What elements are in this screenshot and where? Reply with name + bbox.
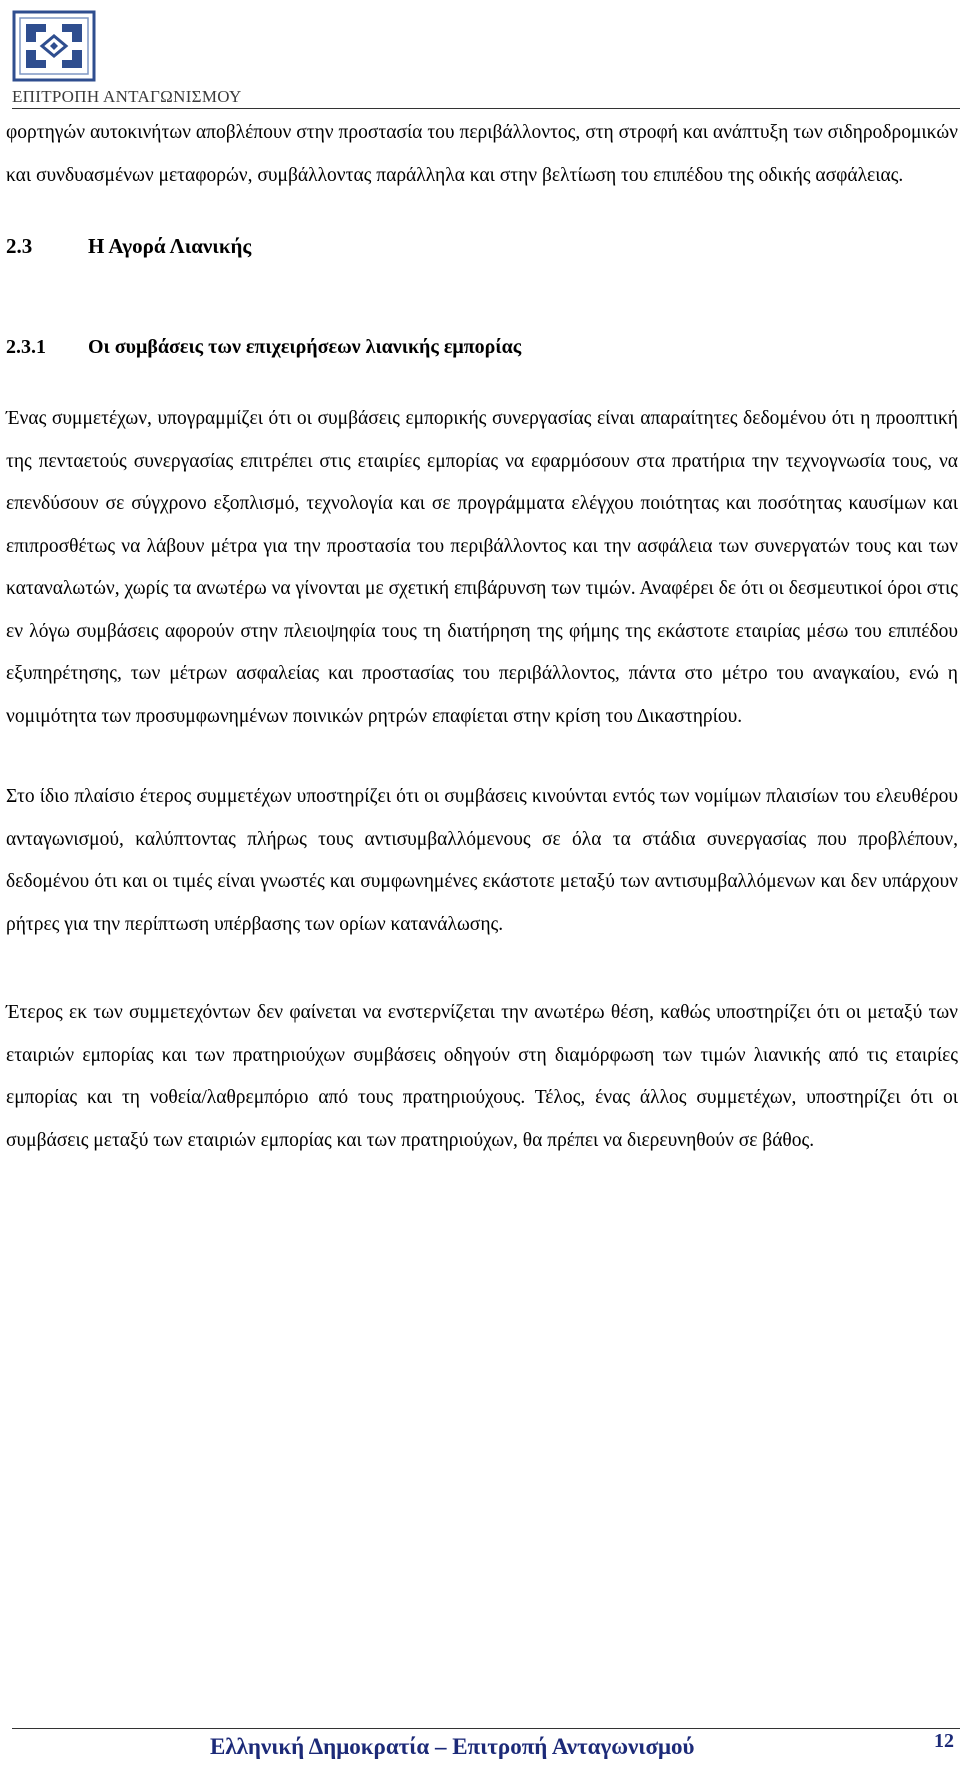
organization-name: ΕΠΙΤΡΟΠΗ ΑΝΤΑΓΩΝΙΣΜΟΥ — [12, 87, 242, 106]
footer-divider — [12, 1728, 960, 1729]
paragraph-1: Ένας συμμετέχων, υπογραμμίζει ότι οι συμβάσεις εμπορικής συνεργασίας είναι απαραίτητες δεδομένου ότι η προοπτική της πενταετούς συνεργασίας επιτρέπει στις εταιρίες εμπορίας να εφαρμόσουν στα πρατήρια την τεχνογνωσία τους, να επενδύσουν σε σύγχρονο εξοπλισμό, τεχνολογία και σε προγράμματα ελέγχου ποιότητας και ποσότητας καυσίμων και επιπροσθέτως να λάβουν μέτρα για την προστασία του περιβάλλοντος και την ασφάλεια των συνεργατών τους και των καταναλωτών, χωρίς τα ανωτέρω να γίνονται με σχετική επιβάρυνση των τιμών. Αναφέρει δε ότι οι δεσμευτικοί όροι στις εν λόγω συμβάσεις αφορούν στην πλειοψηφία τους τη διατήρηση της φήμης της εκάστοτε εταιρίας μέσω του επιπέδου εξυπηρέτησης, των μέτρων ασφαλείας και προστασίας του περιβάλλοντος, πάντα στο μέτρο του αναγκαίου, ενώ η νομιμότητα των προσυμφωνημένων ποινικών ρητρών επαφίεται στην κρίση του Δικαστηρίου. — [6, 408, 958, 727]
document-body — [6, 112, 958, 1162]
paragraph-3: Έτερος εκ των συμμετεχόντων δεν φαίνεται να ενστερνίζεται την ανωτέρω θέση, καθώς υποστηρίζει ότι οι μεταξύ των εταιριών εμπορίας και των πρατηριούχων συμβάσεις οδηγούν στη διαμόρφωση των τιμών λιανικής από τις εταιρίες εμπορίας και τη νοθεία/λαθρεμπόριο από τους πρατηριούχους. Τέλος, ένας άλλος συμμετέχων, υποστηρίζει ότι οι συμβάσεις μεταξύ των εταιριών εμπορίας και των πρατηριούχων, θα πρέπει να διερευνηθούν σε βάθος. — [6, 1002, 958, 1151]
intro-paragraph: φορτηγών αυτοκινήτων αποβλέπουν στην προστασία του περιβάλλοντος, στη στροφή και ανάπτυξη των σιδηροδρομικών και συνδυασμένων μεταφορών, συμβάλλοντας παράλληλα και στην βελτίωση του επιπέδου της οδικής ασφάλειας. — [6, 122, 958, 186]
subsection-number: 2.3.1 — [6, 335, 46, 358]
footer-text: Ελληνική Δημοκρατία – Επιτροπή Ανταγωνισμού — [210, 1734, 695, 1759]
section-heading — [6, 225, 958, 268]
paragraph-2: Στο ίδιο πλαίσιο έτερος συμμετέχων υποστηρίζει ότι οι συμβάσεις κινούνται εντός των νομίμων πλαισίων του ελευθέρου ανταγωνισμού, καλύπτοντας πλήρως τους αντισυμβαλλόμενους σε όλα τα στάδια συνεργασίας που προβλέπουν, δεδομένου ότι και οι τιμές είναι γνωστές και συμφωνημένες εκάστοτε μεταξύ των αντισυμβαλλόμενων και δεν υπάρχουν ρήτρες για την περίπτωση υπέρβασης των ορίων κατανάλωσης. — [6, 786, 958, 935]
subsection-title: Οι συμβάσεις των επιχειρήσεων λιανικής εμπορίας — [88, 335, 522, 358]
section-title: Η Αγορά Λιανικής — [88, 234, 252, 258]
page-number: 12 — [934, 1730, 954, 1752]
page-footer — [0, 1728, 960, 1770]
header-divider — [12, 108, 960, 109]
section-number: 2.3 — [6, 234, 33, 258]
competition-commission-logo-icon — [12, 10, 96, 82]
subsection-heading — [6, 326, 958, 369]
